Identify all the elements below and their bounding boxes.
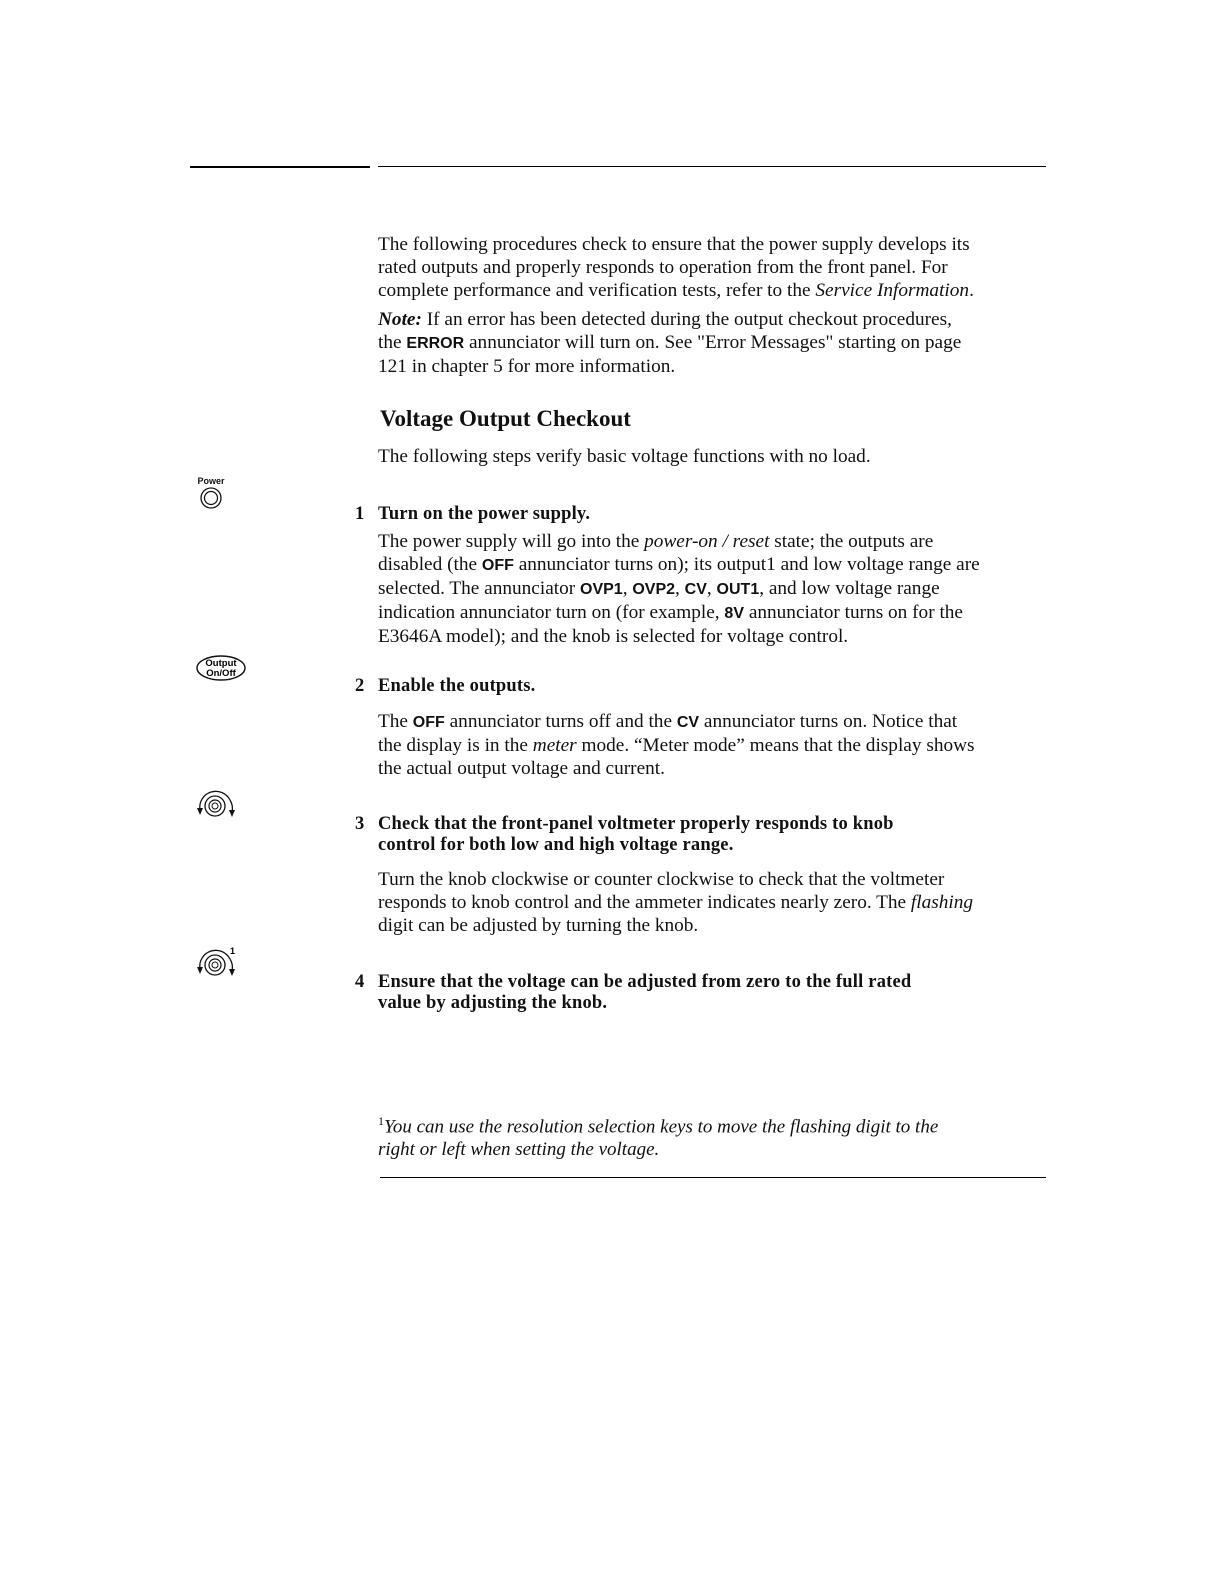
step-1-text: annunciator turns on for the [744,602,963,623]
step-4-title-line-1: Ensure that the voltage can be adjusted from zero to the full rated [378,972,912,992]
ovp2-annunciator: OVP2 [632,581,676,598]
intro-line-3: complete performance and verification tests, refer to the [378,280,816,301]
step-4-title-line-2: value by adjusting the knob. [378,993,608,1013]
separator: , [706,578,717,599]
knob-rotate-icon [194,788,238,822]
knob-footnote-mark: 1 [230,946,236,956]
error-annunciator: ERROR [406,335,465,352]
note-label: Note: [378,309,422,330]
step-3-text: Turn the knob clockwise or counter clockwise to check that the voltmeter [378,869,945,890]
note-line-2-end: annunciator will turn on. See "Error Messages" starting on page [464,332,962,353]
knob-footnote-icon [194,944,240,985]
step-title [378,814,1045,856]
step-2-text: the display is in the [378,735,533,756]
step-number: 4 [355,972,365,992]
step-number: 2 [355,676,365,696]
footnote-line-1: You can use the resolution selection keys to move the flashing digit to the [384,1116,939,1138]
knob-icon [194,788,238,827]
step-number: 1 [355,504,365,524]
off-annunciator: OFF [481,557,514,574]
step-3-title-line-1: Check that the front-panel voltmeter properly responds to knob [378,814,894,834]
footnote-line-2: right or left when setting the voltage. [378,1139,660,1161]
step-1-text: selected. The annunciator [378,578,581,599]
step-title: Enable the outputs. [378,676,536,696]
note-line-3: 121 in chapter 5 for more information. [378,356,676,377]
step-2-body [378,710,1044,780]
step-1-text: disabled (the [378,554,482,575]
output-key-line-2: On/Off [206,668,236,679]
step-1-text: The power supply will go into the [378,531,645,552]
separator: , [622,578,633,599]
note-paragraph [378,308,1044,378]
step-1-text: , and low voltage range [759,578,940,599]
power-on-reset-term: power-on / reset [644,531,770,552]
header-rule-left [190,166,370,168]
flashing-term: flashing [910,892,974,913]
cv-annunciator: CV [684,581,707,598]
footnote-mark: 1 [378,1114,384,1128]
step-3-text: responds to knob control and the ammeter indicates nearly zero. The [378,892,911,913]
step-title [378,972,1045,1014]
power-label: Power [197,476,225,486]
knob-rotate-icon [194,944,240,980]
step-1-text: E3646A model); and the knob is selected for voltage control. [378,626,849,647]
note-line-2-start: the [378,332,407,353]
output-key-outline-icon [195,655,247,683]
output-key-line-1: Output [205,658,237,669]
step-1-text: state; the outputs are [769,531,934,552]
step-2-text: the actual output voltage and current. [378,758,665,779]
footnote [378,1110,1044,1161]
step-4-title [355,972,1045,1014]
power-button-icon [193,486,229,512]
8v-annunciator: 8V [724,605,744,622]
step-2-text: annunciator turns on. Notice that [699,711,958,732]
step-1-body [378,530,1044,648]
section-heading: Voltage Output Checkout [380,406,631,431]
footnote-rule [380,1177,1046,1178]
step-1-text: indication annunciator turn on (for example, [378,602,725,623]
intro-line-2: rated outputs and properly responds to operation from the front panel. For [378,257,948,278]
off-annunciator: OFF [412,714,445,731]
power-key-icon [193,476,229,517]
step-title: Turn on the power supply. [378,504,591,524]
step-2-title [355,676,1045,697]
section-intro: The following steps verify basic voltage functions with no load. [378,446,871,467]
header-rule-right [378,166,1046,167]
step-3-text: digit can be adjusted by turning the knob. [378,915,699,936]
step-2-text: The [378,711,413,732]
intro-line-1: The following procedures check to ensure that the power supply develops its [378,234,970,255]
note-line-1: If an error has been detected during the output checkout procedures, [421,309,952,330]
step-number: 3 [355,814,365,834]
separator: , [675,578,685,599]
output-on-off-key-icon [195,655,247,688]
step-2-text: mode. “Meter mode” means that the display shows [576,735,975,756]
step-3-title-line-2: control for both low and high voltage range. [378,835,734,855]
intro-paragraph [378,233,1044,302]
step-2-text: annunciator turns off and the [444,711,677,732]
service-information-ref: Service Information [815,280,970,301]
ovp1-annunciator: OVP1 [580,581,623,598]
step-3-body [378,868,1044,937]
cv-annunciator: CV [676,714,700,731]
step-1-text: annunciator turns on); its output1 and low voltage range are [513,554,980,575]
intro-line-3-end: . [969,280,974,301]
step-1-title [355,504,1045,525]
meter-term: meter [532,735,577,756]
out1-annunciator: OUT1 [716,581,760,598]
step-3-title [355,814,1045,856]
